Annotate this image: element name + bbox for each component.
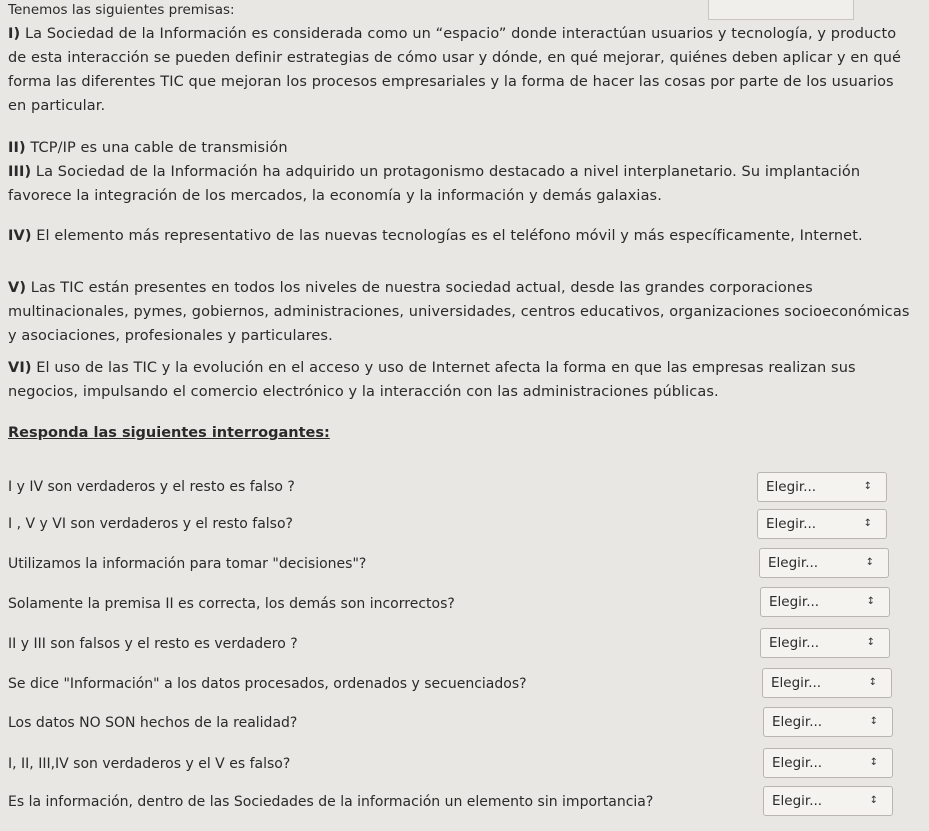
questions-heading: Responda las siguientes interrogantes: xyxy=(8,425,330,441)
select-value: Elegir... xyxy=(766,479,817,495)
intro-text: Tenemos las siguientes premisas: xyxy=(8,2,235,18)
up-down-chevron-icon: ↕ xyxy=(869,795,878,806)
question-8-text: I, II, III,IV son verdaderos y el V es falso? xyxy=(8,756,291,772)
premise-5 xyxy=(8,276,913,348)
up-down-chevron-icon: ↕ xyxy=(869,716,878,727)
select-value: Elegir... xyxy=(772,755,823,771)
question-7-text: Los datos NO SON hechos de la realidad? xyxy=(8,715,298,731)
answer-select-1[interactable] xyxy=(757,472,887,502)
question-5-text: II y III son falsos y el resto es verdadero ? xyxy=(8,636,298,652)
select-value: Elegir... xyxy=(772,793,823,809)
premise-number: II) xyxy=(8,140,26,156)
select-value: Elegir... xyxy=(768,555,819,571)
select-value: Elegir... xyxy=(769,635,820,651)
question-4-text: Solamente la premisa II es correcta, los demás son incorrectos? xyxy=(8,596,455,612)
premise-text: La Sociedad de la Información es considerada como un “espacio” donde interactúan usuarios y tecnología, y producto de esta interacción se pueden definir estrategias de cómo usar y dónde, en qué mejorar, quiénes deben aplicar y en qué forma las diferentes TIC que mejoran los procesos empresariales y la forma de hacer las cosas por parte de los usuarios en particular. xyxy=(8,26,902,114)
up-down-chevron-icon: ↕ xyxy=(866,637,875,648)
question-1-text: I y IV son verdaderos y el resto es falso ? xyxy=(8,479,295,495)
answer-select-5[interactable] xyxy=(760,628,890,658)
up-down-chevron-icon: ↕ xyxy=(868,677,877,688)
premise-6 xyxy=(8,356,913,404)
up-down-chevron-icon: ↕ xyxy=(863,481,872,492)
select-value: Elegir... xyxy=(766,516,817,532)
answer-select-9[interactable] xyxy=(763,786,893,816)
question-2-text: I , V y VI son verdaderos y el resto falso? xyxy=(8,516,293,532)
premise-text: El elemento más representativo de las nuevas tecnologías es el teléfono móvil y más específicamente, Internet. xyxy=(31,228,863,244)
premise-3 xyxy=(8,160,913,208)
up-down-chevron-icon: ↕ xyxy=(863,518,872,529)
select-value: Elegir... xyxy=(769,594,820,610)
premise-number: V) xyxy=(8,280,27,296)
premise-2 xyxy=(8,136,913,160)
select-value: Elegir... xyxy=(772,714,823,730)
premise-number: IV) xyxy=(8,228,32,244)
question-9-text: Es la información, dentro de las Sociedades de la información un elemento sin importancia? xyxy=(8,794,654,810)
select-value: Elegir... xyxy=(771,675,822,691)
up-down-chevron-icon: ↕ xyxy=(865,557,874,568)
premise-text: El uso de las TIC y la evolución en el acceso y uso de Internet afecta la forma en que las empresas realizan sus negocios, impulsando el comercio electrónico y la interacción con las administraciones públicas. xyxy=(8,360,856,400)
premise-text: La Sociedad de la Información ha adquirido un protagonismo destacado a nivel interplanetario. Su implantación favorece la integración de los mercados, la economía y la información y demás galaxias. xyxy=(8,164,861,204)
header-box xyxy=(708,0,854,20)
up-down-chevron-icon: ↕ xyxy=(866,596,875,607)
premise-text: Las TIC están presentes en todos los niveles de nuestra sociedad actual, desde las grandes corporaciones multinacionales, pymes, gobiernos, administraciones, universidades, centros educativos, organizaciones socioeconómicas y asociaciones, profesionales y particulares. xyxy=(8,280,910,344)
premise-1 xyxy=(8,22,913,118)
answer-select-2[interactable] xyxy=(757,509,887,539)
answer-select-8[interactable] xyxy=(763,748,893,778)
question-3-text: Utilizamos la información para tomar "decisiones"? xyxy=(8,556,367,572)
up-down-chevron-icon: ↕ xyxy=(869,757,878,768)
premise-number: VI) xyxy=(8,360,32,376)
premise-text: TCP/IP es una cable de transmisión xyxy=(25,140,288,156)
premise-number: I) xyxy=(8,26,21,42)
answer-select-6[interactable] xyxy=(762,668,892,698)
question-6-text: Se dice "Información" a los datos procesados, ordenados y secuenciados? xyxy=(8,676,527,692)
answer-select-7[interactable] xyxy=(763,707,893,737)
premise-number: III) xyxy=(8,164,32,180)
premise-4 xyxy=(8,224,913,248)
answer-select-3[interactable] xyxy=(759,548,889,578)
answer-select-4[interactable] xyxy=(760,587,890,617)
